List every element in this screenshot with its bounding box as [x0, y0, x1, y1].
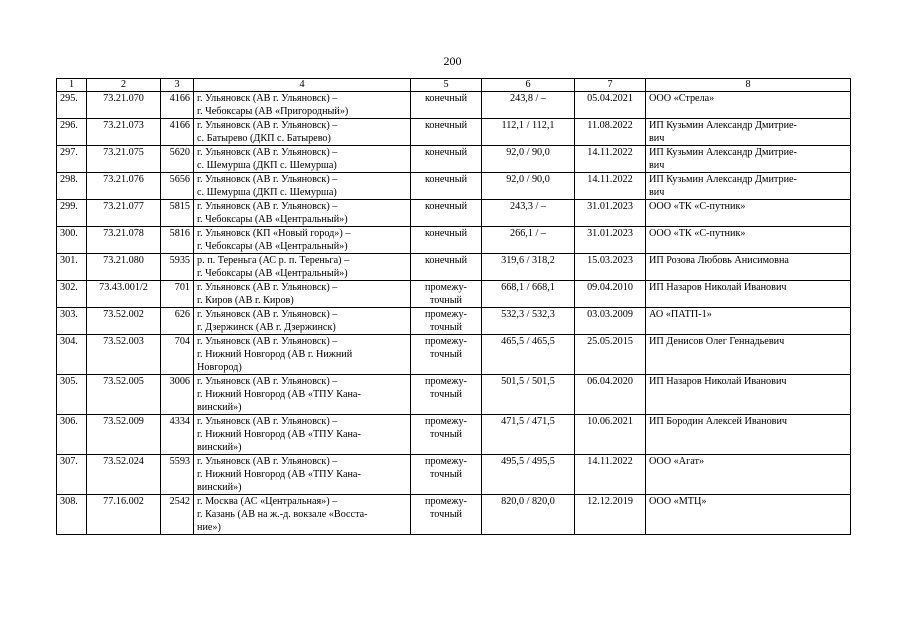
route-type-line: конечный [424, 228, 468, 239]
table-row [57, 308, 851, 335]
registration-date: 12.12.2019 [575, 495, 646, 535]
route-type [411, 415, 482, 455]
registration-date: 31.01.2023 [575, 200, 646, 227]
table-row [57, 335, 851, 375]
route-code: 5935 [161, 254, 194, 281]
carrier-name-line: ИП Розова Любовь Анисимовна [649, 255, 789, 266]
route-name-line: Новгород) [197, 362, 242, 373]
route-name-line: г. Киров (АВ г. Киров) [197, 295, 294, 306]
route-name-line: г. Чебоксары (АВ «Центральный») [197, 268, 348, 279]
column-header-8: 8 [646, 79, 851, 92]
route-type [411, 495, 482, 535]
route-code: 4166 [161, 119, 194, 146]
route-type-line: промежу- [425, 376, 467, 387]
route-type-line: конечный [424, 255, 468, 266]
carrier-name-line: АО «ПАТП-1» [649, 309, 712, 320]
table-row [57, 92, 851, 119]
route-type-line: конечный [424, 120, 468, 131]
column-header-3: 3 [161, 79, 194, 92]
registration-number: 73.52.009 [87, 415, 161, 455]
carrier-name [646, 146, 851, 173]
route-name-line: с. Батырево (ДКП с. Батырево) [197, 133, 331, 144]
routes-table [56, 78, 851, 535]
route-name-line: г. Ульяновск (АВ г. Ульяновск) – [197, 416, 338, 427]
route-type [411, 281, 482, 308]
route-name [194, 227, 411, 254]
table-row [57, 173, 851, 200]
route-type [411, 455, 482, 495]
route-code: 626 [161, 308, 194, 335]
route-name-line: г. Нижний Новгород (АВ «ТПУ Кана- [197, 469, 361, 480]
route-name [194, 308, 411, 335]
column-header-4: 4 [194, 79, 411, 92]
route-name [194, 173, 411, 200]
carrier-name-line: ИП Кузьмин Александр Дмитрие- [649, 174, 797, 185]
route-name-line: винский») [197, 402, 242, 413]
route-type-line: промежу- [425, 309, 467, 320]
route-distance: 465,5 / 465,5 [482, 335, 575, 375]
registration-date: 31.01.2023 [575, 227, 646, 254]
registration-number: 73.21.073 [87, 119, 161, 146]
route-code: 4166 [161, 92, 194, 119]
route-type-line: точный [429, 349, 463, 360]
registration-number: 73.21.070 [87, 92, 161, 119]
row-number: 307. [57, 455, 87, 495]
route-distance: 532,3 / 532,3 [482, 308, 575, 335]
registration-number: 73.21.080 [87, 254, 161, 281]
row-number: 302. [57, 281, 87, 308]
route-type [411, 227, 482, 254]
route-name [194, 92, 411, 119]
carrier-name-line: ИП Кузьмин Александр Дмитрие- [649, 120, 797, 131]
route-name-line: ние») [197, 522, 221, 533]
carrier-name-line: ООО «ТК «С-путник» [649, 228, 746, 239]
carrier-name-line: ИП Назаров Николай Иванович [649, 376, 787, 387]
route-type-line: точный [429, 295, 463, 306]
route-type [411, 254, 482, 281]
route-name [194, 281, 411, 308]
route-distance: 495,5 / 495,5 [482, 455, 575, 495]
carrier-name-line: вич [649, 160, 665, 171]
route-name-line: с. Шемурша (ДКП с. Шемурша) [197, 187, 337, 198]
route-name-line: г. Нижний Новгород (АВ г. Нижний [197, 349, 353, 360]
route-code: 5656 [161, 173, 194, 200]
column-header-2: 2 [87, 79, 161, 92]
row-number: 298. [57, 173, 87, 200]
route-code: 701 [161, 281, 194, 308]
route-name-line: г. Ульяновск (АВ г. Ульяновск) – [197, 201, 338, 212]
route-type [411, 173, 482, 200]
route-code: 2542 [161, 495, 194, 535]
carrier-name [646, 335, 851, 375]
row-number: 296. [57, 119, 87, 146]
carrier-name-line: ООО «ТК «С-путник» [649, 201, 746, 212]
route-type-line: промежу- [425, 456, 467, 467]
route-name-line: г. Казань (АВ на ж.-д. вокзале «Восста- [197, 509, 368, 520]
carrier-name [646, 375, 851, 415]
route-type-line: конечный [424, 93, 468, 104]
carrier-name [646, 254, 851, 281]
route-type [411, 308, 482, 335]
route-distance: 243,8 / – [482, 92, 575, 119]
carrier-name-line: ООО «Агат» [649, 456, 705, 467]
registration-number: 73.52.024 [87, 455, 161, 495]
column-header-1: 1 [57, 79, 87, 92]
route-name [194, 495, 411, 535]
route-name-line: г. Нижний Новгород (АВ «ТПУ Кана- [197, 389, 361, 400]
route-name-line: с. Шемурша (ДКП с. Шемурша) [197, 160, 337, 171]
registration-date: 14.11.2022 [575, 146, 646, 173]
route-name-line: г. Ульяновск (АВ г. Ульяновск) – [197, 282, 338, 293]
carrier-name-line: ИП Назаров Николай Иванович [649, 282, 787, 293]
row-number: 304. [57, 335, 87, 375]
route-distance: 243,3 / – [482, 200, 575, 227]
route-code: 704 [161, 335, 194, 375]
route-name-line: г. Ульяновск (АВ г. Ульяновск) – [197, 309, 338, 320]
header-row [57, 79, 851, 92]
route-type-line: точный [429, 509, 463, 520]
route-type [411, 335, 482, 375]
registration-date: 05.04.2021 [575, 92, 646, 119]
carrier-name [646, 173, 851, 200]
table-row [57, 119, 851, 146]
registration-date: 25.05.2015 [575, 335, 646, 375]
route-type-line: промежу- [425, 496, 467, 507]
table-row [57, 375, 851, 415]
registration-number: 73.52.003 [87, 335, 161, 375]
route-name-line: г. Ульяновск (АВ г. Ульяновск) – [197, 336, 338, 347]
route-code: 5593 [161, 455, 194, 495]
carrier-name [646, 455, 851, 495]
table-row [57, 254, 851, 281]
table-row [57, 281, 851, 308]
table-body [57, 92, 851, 535]
row-number: 308. [57, 495, 87, 535]
route-type-line: точный [429, 429, 463, 440]
route-code: 4334 [161, 415, 194, 455]
registration-date: 14.11.2022 [575, 455, 646, 495]
route-name-line: г. Чебоксары (АВ «Центральный») [197, 241, 348, 252]
carrier-name-line: ООО «МТЦ» [649, 496, 707, 507]
route-name-line: г. Дзержинск (АВ г. Дзержинск) [197, 322, 336, 333]
carrier-name [646, 92, 851, 119]
row-number: 305. [57, 375, 87, 415]
route-name [194, 200, 411, 227]
row-number: 300. [57, 227, 87, 254]
carrier-name-line: вич [649, 187, 665, 198]
route-code: 5816 [161, 227, 194, 254]
route-type-line: промежу- [425, 416, 467, 427]
row-number: 295. [57, 92, 87, 119]
route-name-line: г. Ульяновск (АВ г. Ульяновск) – [197, 93, 338, 104]
route-type [411, 119, 482, 146]
route-name-line: г. Чебоксары (АВ «Пригородный») [197, 106, 349, 117]
registration-date: 09.04.2010 [575, 281, 646, 308]
route-type [411, 375, 482, 415]
route-type [411, 146, 482, 173]
registration-number: 73.21.076 [87, 173, 161, 200]
route-type [411, 200, 482, 227]
route-name-line: г. Ульяновск (АВ г. Ульяновск) – [197, 456, 338, 467]
route-name-line: г. Нижний Новгород (АВ «ТПУ Кана- [197, 429, 361, 440]
row-number: 303. [57, 308, 87, 335]
carrier-name-line: ИП Кузьмин Александр Дмитрие- [649, 147, 797, 158]
registration-number: 73.21.078 [87, 227, 161, 254]
page-number: 200 [443, 54, 462, 68]
carrier-name-line: вич [649, 133, 665, 144]
route-name-line: г. Ульяновск (КП «Новый город») – [197, 228, 351, 239]
route-distance: 471,5 / 471,5 [482, 415, 575, 455]
registration-date: 14.11.2022 [575, 173, 646, 200]
route-distance: 92,0 / 90,0 [482, 173, 575, 200]
route-distance: 501,5 / 501,5 [482, 375, 575, 415]
route-distance: 112,1 / 112,1 [482, 119, 575, 146]
column-header-5: 5 [411, 79, 482, 92]
route-type-line: промежу- [425, 336, 467, 347]
row-number: 301. [57, 254, 87, 281]
carrier-name [646, 227, 851, 254]
carrier-name-line: ООО «Стрела» [649, 93, 715, 104]
carrier-name [646, 281, 851, 308]
table-row [57, 415, 851, 455]
table-row [57, 227, 851, 254]
route-type-line: точный [429, 389, 463, 400]
route-name [194, 254, 411, 281]
route-name [194, 375, 411, 415]
carrier-name [646, 495, 851, 535]
route-type-line: конечный [424, 147, 468, 158]
registration-number: 73.43.001/2 [87, 281, 161, 308]
carrier-name [646, 415, 851, 455]
row-number: 297. [57, 146, 87, 173]
registration-number: 73.21.075 [87, 146, 161, 173]
carrier-name [646, 200, 851, 227]
route-name [194, 119, 411, 146]
row-number: 306. [57, 415, 87, 455]
route-type-line: конечный [424, 174, 468, 185]
table-row [57, 200, 851, 227]
route-name [194, 146, 411, 173]
route-code: 5815 [161, 200, 194, 227]
registration-number: 73.52.005 [87, 375, 161, 415]
route-type-line: промежу- [425, 282, 467, 293]
carrier-name-line: ИП Бородин Алексей Иванович [649, 416, 788, 427]
route-distance: 820,0 / 820,0 [482, 495, 575, 535]
registration-number: 73.21.077 [87, 200, 161, 227]
route-name-line: г. Ульяновск (АВ г. Ульяновск) – [197, 147, 338, 158]
route-name-line: винский») [197, 442, 242, 453]
registration-date: 10.06.2021 [575, 415, 646, 455]
route-name-line: г. Москва (АС «Центральная») – [197, 496, 338, 507]
registration-date: 15.03.2023 [575, 254, 646, 281]
registration-number: 73.52.002 [87, 308, 161, 335]
route-distance: 92,0 / 90,0 [482, 146, 575, 173]
route-name-line: р. п. Тереньга (АС р. п. Тереньга) – [197, 255, 350, 266]
route-distance: 266,1 / – [482, 227, 575, 254]
route-name-line: винский») [197, 482, 242, 493]
table-row [57, 455, 851, 495]
registration-number: 77.16.002 [87, 495, 161, 535]
route-distance: 319,6 / 318,2 [482, 254, 575, 281]
column-header-7: 7 [575, 79, 646, 92]
route-name [194, 335, 411, 375]
route-name-line: г. Ульяновск (АВ г. Ульяновск) – [197, 174, 338, 185]
registration-date: 11.08.2022 [575, 119, 646, 146]
route-name-line: г. Чебоксары (АВ «Центральный») [197, 214, 348, 225]
route-name [194, 415, 411, 455]
table-row [57, 495, 851, 535]
route-type [411, 92, 482, 119]
registration-date: 06.04.2020 [575, 375, 646, 415]
registration-date: 03.03.2009 [575, 308, 646, 335]
table-row [57, 146, 851, 173]
carrier-name [646, 308, 851, 335]
route-name-line: г. Ульяновск (АВ г. Ульяновск) – [197, 120, 338, 131]
route-name-line: г. Ульяновск (АВ г. Ульяновск) – [197, 376, 338, 387]
route-type-line: точный [429, 469, 463, 480]
route-type-line: точный [429, 322, 463, 333]
column-header-6: 6 [482, 79, 575, 92]
route-code: 5620 [161, 146, 194, 173]
row-number: 299. [57, 200, 87, 227]
carrier-name [646, 119, 851, 146]
carrier-name-line: ИП Денисов Олег Геннадьевич [649, 336, 785, 347]
route-name [194, 455, 411, 495]
route-type-line: конечный [424, 201, 468, 212]
route-distance: 668,1 / 668,1 [482, 281, 575, 308]
route-code: 3006 [161, 375, 194, 415]
